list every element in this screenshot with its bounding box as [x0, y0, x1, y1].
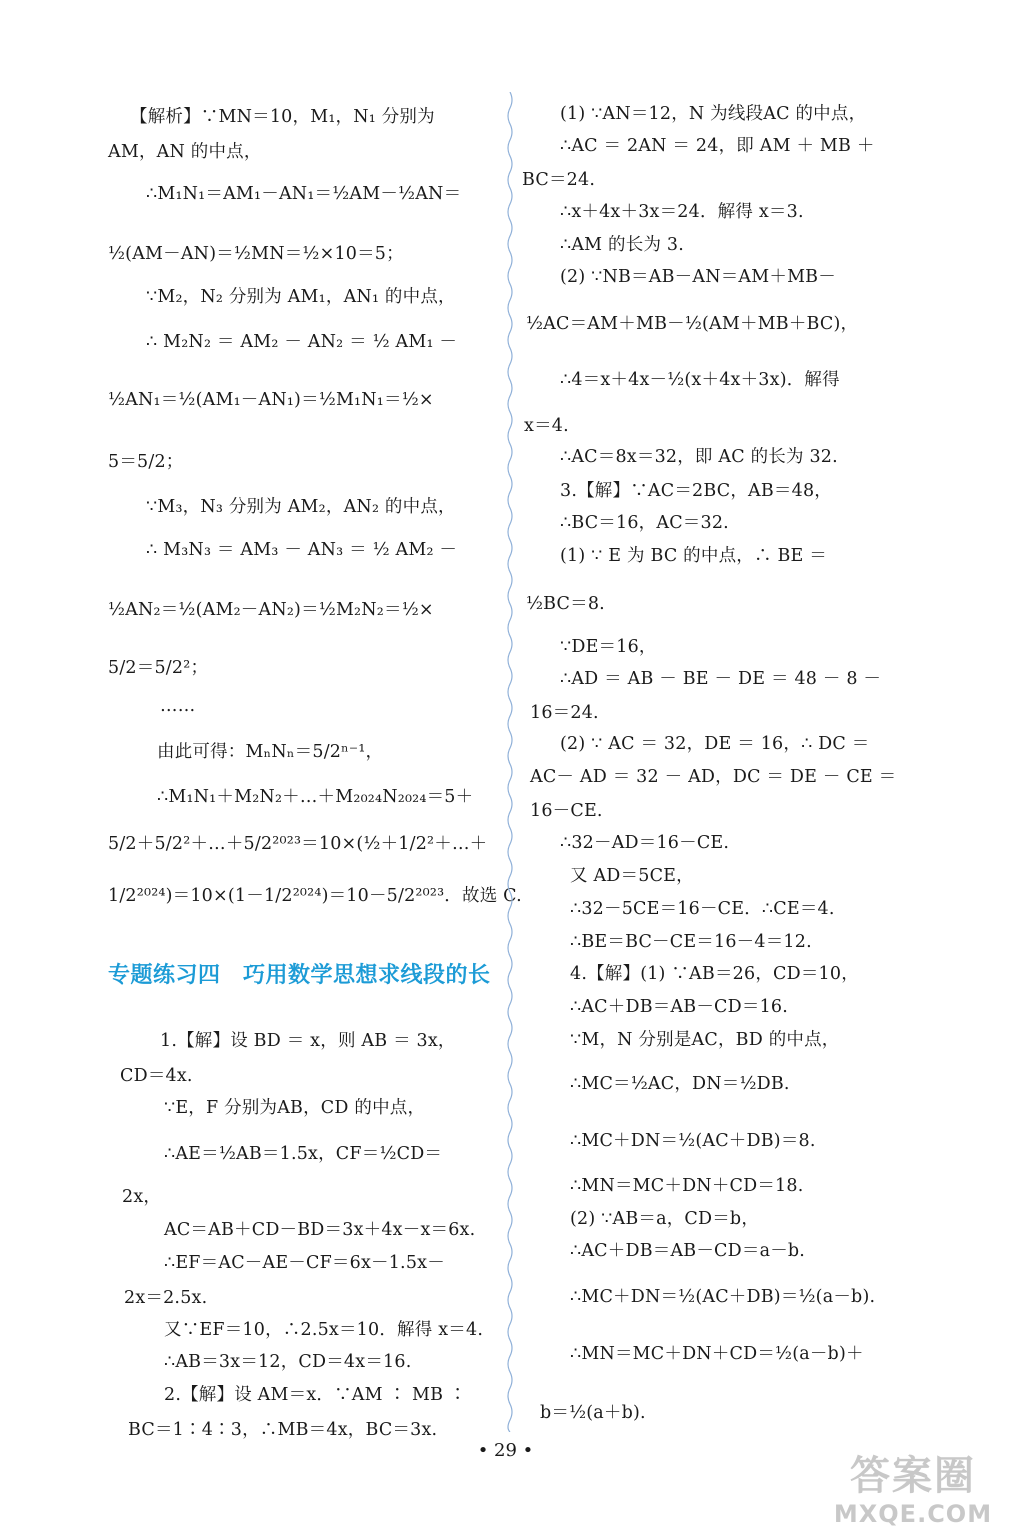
right-line: 16＝24. [530, 703, 599, 723]
right-line: (2) ∵NB＝AB－AN＝AM＋MB－ [560, 267, 836, 287]
right-line: ∴BC＝16，AC＝32. [560, 513, 729, 533]
watermark [822, 1452, 1004, 1532]
right-line: ∴AC ＝ 2AN ＝ 24，即 AM ＋ MB ＋ [560, 136, 875, 156]
right-line: (1) ∵ E 为 BC 的中点，∴ BE ＝ [560, 546, 827, 566]
right-line: ∴AC＝8x＝32，即 AC 的长为 32. [560, 447, 838, 467]
right-line: (1) ∵AN＝12，N 为线段AC 的中点， [560, 104, 867, 124]
section-heading: 专题练习四 巧用数学思想求线段的长 [108, 963, 491, 988]
right-line: ½AC＝AM＋MB－½(AM＋MB＋BC)， [526, 314, 859, 334]
left-line: ∴M₁N₁＋M₂N₂＋…＋M₂₀₂₄N₂₀₂₄＝5＋ [157, 787, 474, 807]
left-line: ∵M₂，N₂ 分别为 AM₁，AN₁ 的中点， [146, 287, 456, 307]
right-line: ∴MN＝MC＋DN＋CD＝½(a－b)＋ [570, 1344, 864, 1364]
left-line: CD＝4x. [120, 1066, 193, 1086]
right-line: ∴32－5CE＝16－CE．∴CE＝4. [570, 899, 835, 919]
left-line: ∴ M₂N₂ ＝ AM₂ － AN₂ ＝ ½ AM₁ － [146, 332, 458, 352]
left-line: 2x， [122, 1187, 162, 1207]
page-number: • 29 • [477, 1440, 534, 1461]
left-line: ½(AM－AN)＝½MN＝½×10＝5； [108, 244, 404, 264]
right-line: ∵M，N 分别是AC，BD 的中点， [570, 1030, 840, 1050]
right-line: ∴BE＝BC－CE＝16－4＝12. [570, 932, 812, 952]
left-line: 5/2＋5/2²＋…＋5/2²⁰²³＝10×(½＋1/2²＋…＋ [108, 834, 488, 854]
left-line: …… [160, 696, 196, 716]
left-line: ∵M₃，N₃ 分别为 AM₂，AN₂ 的中点， [146, 497, 456, 517]
left-line: 由此可得：MₙNₙ＝5/2ⁿ⁻¹， [157, 742, 384, 762]
right-line: 3.【解】∵AC＝2BC，AB＝48， [560, 481, 832, 501]
left-line: ½AN₂＝½(AM₂－AN₂)＝½M₂N₂＝½× [108, 600, 434, 620]
left-line: 5＝5/2； [108, 452, 184, 472]
right-line: ∴4＝x＋4x－½(x＋4x＋3x)．解得 [560, 370, 840, 390]
right-line: x＝4. [524, 416, 569, 436]
right-line: (2) ∵ AC ＝ 32，DE ＝ 16，∴ DC ＝ [560, 734, 870, 754]
right-line: ½BC＝8. [526, 594, 605, 614]
left-line: 1.【解】设 BD ＝ x，则 AB ＝ 3x， [160, 1031, 456, 1051]
right-line: ∴AM 的长为 3. [560, 235, 685, 255]
left-line: AM，AN 的中点， [108, 142, 262, 162]
right-line: ∴MN＝MC＋DN＋CD＝18. [570, 1176, 804, 1196]
right-line: ∴AC＋DB＝AB－CD＝16. [570, 997, 789, 1017]
right-line: (2) ∵AB＝a，CD＝b， [570, 1209, 760, 1229]
right-line: b＝½(a＋b). [540, 1403, 646, 1423]
left-line: ∴EF＝AC－AE－CF＝6x－1.5x－ [164, 1253, 445, 1273]
right-line: ∴x＋4x＋3x＝24．解得 x＝3. [560, 202, 804, 222]
left-line: ∵E，F 分别为AB，CD 的中点， [164, 1098, 426, 1118]
right-line: ∴MC＋DN＝½(AC＋DB)＝8. [570, 1131, 816, 1151]
right-line: ∴32－AD＝16－CE. [560, 833, 730, 853]
right-line: 16－CE. [530, 801, 603, 821]
left-line: ∴AE＝½AB＝1.5x，CF＝½CD＝ [164, 1144, 443, 1164]
left-line: ∴AB＝3x＝12，CD＝4x＝16. [164, 1352, 412, 1372]
right-line: ∴AC＋DB＝AB－CD＝a－b. [570, 1241, 806, 1261]
right-line: ∴MC＝½AC，DN＝½DB. [570, 1074, 790, 1094]
left-line: ½AN₁＝½(AM₁－AN₁)＝½M₁N₁＝½× [108, 390, 434, 410]
watermark-logo: 答案圈 [850, 1453, 976, 1499]
left-line: ∴M₁N₁＝AM₁－AN₁＝½AM－½AN＝ [146, 184, 462, 204]
left-line: 1/2²⁰²⁴)＝10×(1－1/2²⁰²⁴)＝10－5/2²⁰²³．故选 C. [108, 886, 522, 906]
left-line: BC＝1∶4∶3，∴MB＝4x，BC＝3x. [128, 1420, 438, 1440]
column-divider [500, 92, 520, 1432]
right-line: ∴MC＋DN＝½(AC＋DB)＝½(a－b). [570, 1287, 876, 1307]
left-line: 2.【解】设 AM＝x．∵AM ∶ MB ∶ [164, 1385, 467, 1405]
left-line: 2x＝2.5x. [124, 1288, 208, 1308]
right-line: BC＝24. [522, 170, 596, 190]
watermark-url: MXQE.COM [833, 1500, 993, 1528]
left-line: 【解析】∵MN＝10，M₁，N₁ 分别为 [130, 107, 435, 127]
right-line: ∴AD ＝ AB － BE － DE ＝ 48 － 8 － [560, 669, 882, 689]
right-line: ∵DE＝16， [560, 637, 657, 657]
right-line: 4.【解】(1) ∵AB＝26，CD＝10， [570, 964, 859, 984]
right-line: AC－ AD ＝ 32 － AD，DC ＝ DE － CE ＝ [530, 767, 897, 787]
left-line: 又∵EF＝10，∴2.5x＝10．解得 x＝4. [164, 1320, 484, 1340]
left-line: ∴ M₃N₃ ＝ AM₃ － AN₃ ＝ ½ AM₂ － [146, 540, 458, 560]
left-line: AC＝AB＋CD－BD＝3x＋4x－x＝6x. [164, 1220, 476, 1240]
left-line: 5/2＝5/2²； [108, 658, 209, 678]
right-line: 又 AD＝5CE， [570, 866, 694, 886]
